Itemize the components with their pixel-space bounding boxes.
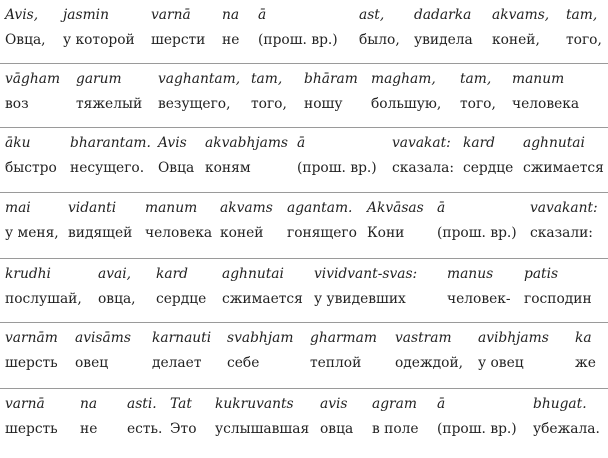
pie-word: avai, — [98, 266, 132, 282]
russian-word: несущего. — [70, 160, 145, 176]
russian-word: послушай, — [5, 291, 82, 307]
pie-word: vidanti — [68, 200, 117, 216]
russian-word: (прош. вр.) — [437, 225, 517, 241]
pie-word: ā — [297, 135, 306, 151]
pie-word: akvams — [220, 200, 273, 216]
pie-line — [0, 133, 608, 153]
pie-word: kukruvants — [215, 396, 294, 412]
pie-word: mai — [5, 200, 31, 216]
pie-word: āku — [5, 135, 31, 151]
russian-word: увидела — [414, 32, 473, 48]
russian-word: сжимается — [523, 160, 604, 176]
pie-word: na — [80, 396, 98, 412]
gloss-block — [0, 258, 608, 314]
pie-word: vaghantam, — [158, 71, 241, 87]
pie-word: bharantam. — [70, 135, 151, 151]
pie-word: ka — [575, 330, 592, 346]
pie-word: vastram — [395, 330, 452, 346]
pie-word: akvabhjams — [205, 135, 288, 151]
pie-word: manus — [447, 266, 494, 282]
russian-word: шерсть — [5, 355, 58, 371]
pie-word: aghnutai — [523, 135, 585, 151]
russian-word: убежала. — [533, 421, 600, 437]
russian-word: в поле — [372, 421, 419, 437]
russian-word: же — [575, 355, 596, 371]
russian-word: сказали: — [530, 225, 593, 241]
russian-line — [0, 289, 608, 309]
pie-word: vāgham — [5, 71, 61, 87]
russian-word: Овца — [158, 160, 195, 176]
russian-word: шерсти — [151, 32, 206, 48]
pie-word: agram — [372, 396, 417, 412]
russian-word: господин — [524, 291, 592, 307]
pie-line — [0, 328, 608, 348]
russian-word: овец — [75, 355, 109, 371]
pie-word: varnā — [5, 396, 45, 412]
russian-word: сказала: — [392, 160, 454, 176]
russian-word: сердце — [463, 160, 514, 176]
russian-line — [0, 30, 608, 50]
russian-word: Кони — [367, 225, 405, 241]
gloss-block — [0, 63, 608, 119]
gloss-block — [0, 192, 608, 248]
russian-word: того, — [251, 96, 287, 112]
russian-word: Это — [170, 421, 197, 437]
pie-line — [0, 198, 608, 218]
russian-word: коней, — [492, 32, 540, 48]
pie-word: karnauti — [152, 330, 212, 346]
pie-line — [0, 264, 608, 284]
russian-word: человек- — [447, 291, 511, 307]
pie-word: tam, — [460, 71, 492, 87]
russian-word: (прош. вр.) — [258, 32, 338, 48]
russian-word: (прош. вр.) — [437, 421, 517, 437]
pie-word: manum — [512, 71, 565, 87]
russian-word: было, — [359, 32, 400, 48]
russian-word: у овец — [478, 355, 524, 371]
gloss-block — [0, 388, 608, 444]
russian-word: человека — [145, 225, 213, 241]
russian-word: у которой — [63, 32, 135, 48]
pie-word: garum — [76, 71, 122, 87]
russian-word: коням — [205, 160, 251, 176]
russian-word: у меня, — [5, 225, 59, 241]
pie-word: bhugat. — [533, 396, 587, 412]
pie-word: avis — [320, 396, 348, 412]
gloss-block — [0, 322, 608, 378]
russian-word: овца — [320, 421, 354, 437]
russian-word: везущего, — [158, 96, 231, 112]
pie-word: dadarka — [414, 7, 472, 23]
pie-word: svabhjam — [227, 330, 294, 346]
russian-word: есть. — [127, 421, 163, 437]
pie-word: akvams, — [492, 7, 550, 23]
pie-word: ā — [437, 396, 446, 412]
russian-word: человека — [512, 96, 580, 112]
russian-word: сердце — [156, 291, 207, 307]
pie-word: ā — [258, 7, 267, 23]
pie-word: manum — [145, 200, 198, 216]
russian-word: воз — [5, 96, 29, 112]
pie-word: gharmam — [310, 330, 377, 346]
pie-word: na — [222, 7, 240, 23]
russian-word: себе — [227, 355, 260, 371]
russian-word: того, — [460, 96, 496, 112]
russian-word: гонящего — [287, 225, 357, 241]
pie-word: tam, — [566, 7, 598, 23]
pie-line — [0, 69, 608, 89]
pie-word: tam, — [251, 71, 283, 87]
russian-word: большую, — [371, 96, 442, 112]
russian-word: услышавшая — [215, 421, 310, 437]
pie-word: vavakant: — [530, 200, 598, 216]
russian-word: того, — [566, 32, 602, 48]
pie-word: avibhjams — [478, 330, 549, 346]
pie-word: varnā — [151, 7, 191, 23]
russian-word: шерсть — [5, 421, 58, 437]
pie-word: varnām — [5, 330, 58, 346]
russian-word: видящей — [68, 225, 133, 241]
pie-line — [0, 5, 608, 25]
pie-word: vavakat: — [392, 135, 451, 151]
pie-word: ast, — [359, 7, 385, 23]
pie-word: kard — [156, 266, 189, 282]
gloss-block — [0, 0, 608, 55]
russian-word: Овца, — [5, 32, 46, 48]
pie-word: bhāram — [304, 71, 358, 87]
russian-word: теплой — [310, 355, 362, 371]
russian-word: сжимается — [222, 291, 303, 307]
russian-word: ношу — [304, 96, 343, 112]
russian-line — [0, 158, 608, 178]
russian-line — [0, 94, 608, 114]
gloss-block — [0, 127, 608, 183]
pie-word: Akvāsas — [367, 200, 424, 216]
russian-word: коней — [220, 225, 264, 241]
russian-word: делает — [152, 355, 202, 371]
pie-word: asti. — [127, 396, 157, 412]
russian-word: не — [80, 421, 98, 437]
pie-word: avisāms — [75, 330, 131, 346]
pie-word: aghnutai — [222, 266, 284, 282]
russian-word: у увидевших — [314, 291, 406, 307]
russian-line — [0, 353, 608, 373]
russian-word: одеждой, — [395, 355, 464, 371]
russian-line — [0, 223, 608, 243]
pie-word: magham, — [371, 71, 436, 87]
russian-word: овца, — [98, 291, 136, 307]
russian-word: тяжелый — [76, 96, 143, 112]
pie-word: kard — [463, 135, 496, 151]
russian-line — [0, 419, 608, 439]
russian-word: (прош. вр.) — [297, 160, 377, 176]
pie-word: jasmin — [63, 7, 109, 23]
pie-word: Avis, — [5, 7, 39, 23]
pie-word: krudhi — [5, 266, 51, 282]
pie-word: agantam. — [287, 200, 353, 216]
pie-line — [0, 394, 608, 414]
russian-word: не — [222, 32, 240, 48]
pie-word: Avis — [158, 135, 187, 151]
pie-word: Tat — [170, 396, 192, 412]
pie-word: ā — [437, 200, 446, 216]
russian-word: быстро — [5, 160, 57, 176]
pie-word: vividvant-svas: — [314, 266, 418, 282]
pie-word: patis — [524, 266, 559, 282]
